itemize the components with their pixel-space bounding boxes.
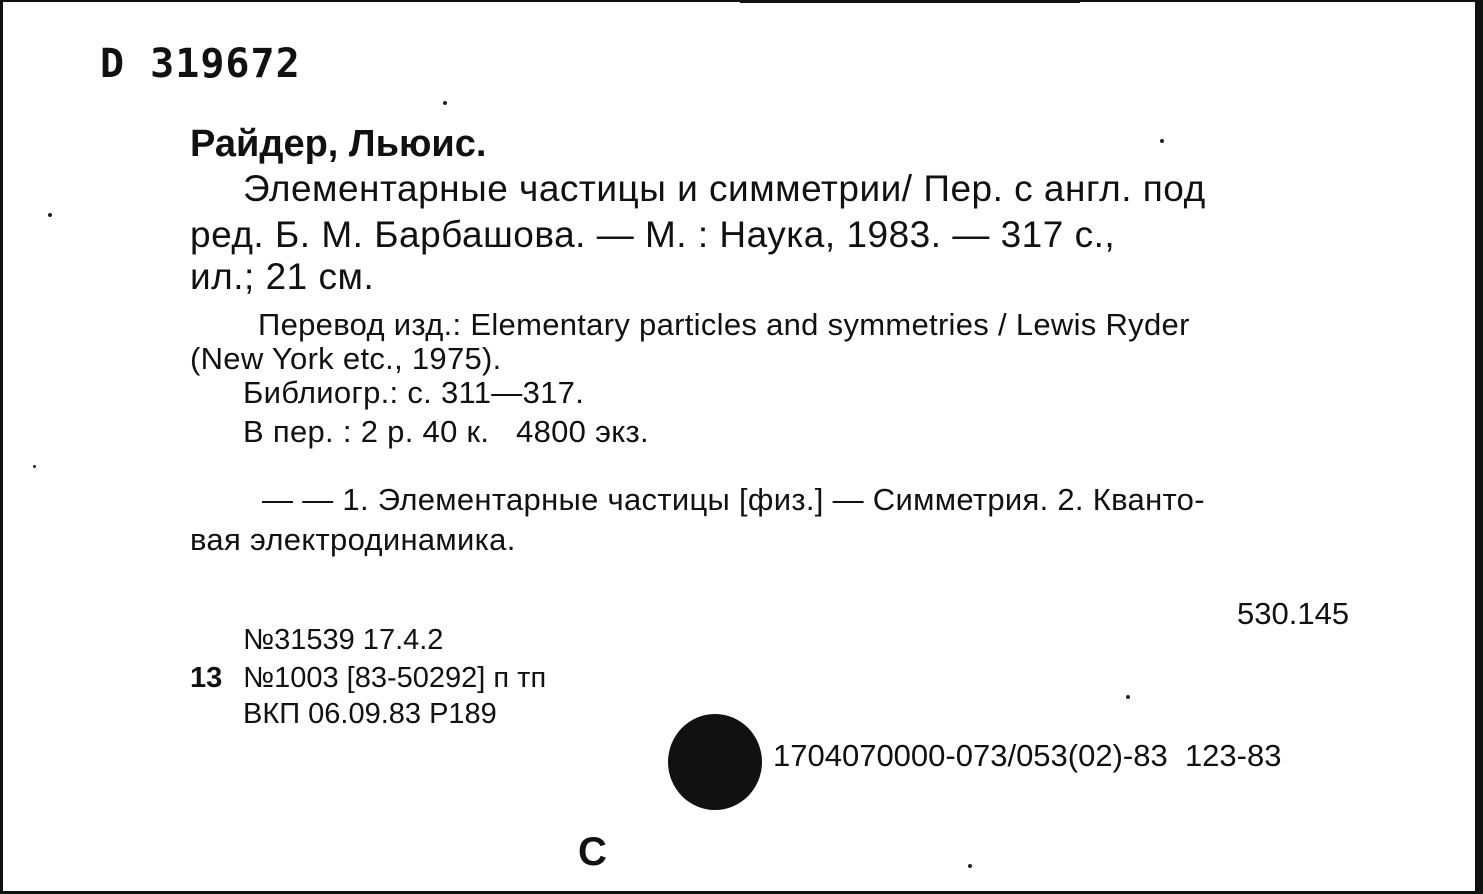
title-line-1: Элементарные частицы и симметрии/ Пер. с англ. под bbox=[243, 168, 1206, 209]
subject-line-1: — — 1. Элементарные частицы [физ.] — Симметрия. 2. Кванто- bbox=[262, 482, 1205, 517]
meta-line-2: №1003 [83-50292] п тп bbox=[243, 662, 547, 694]
title-line-3: ил.; 21 см. bbox=[190, 256, 375, 297]
speck bbox=[968, 864, 972, 868]
author-heading: Райдер, Льюис. bbox=[190, 123, 487, 165]
meta-line-1: №31539 17.4.2 bbox=[243, 624, 444, 656]
meta-line-2-number: 13 bbox=[190, 662, 223, 694]
isbn-line: 1704070000-073/053(02)-83 123-83 bbox=[773, 738, 1282, 773]
scan-edge-mark bbox=[740, 0, 1080, 3]
bottom-letter: С bbox=[578, 830, 607, 874]
call-number: D 319672 bbox=[100, 41, 301, 87]
speck bbox=[1126, 695, 1130, 699]
speck bbox=[33, 465, 36, 468]
speck bbox=[1160, 139, 1164, 143]
note-line-4: В пер. : 2 р. 40 к. 4800 экз. bbox=[243, 414, 649, 449]
subject-line-2: вая электродинамика. bbox=[190, 522, 516, 557]
punch-hole bbox=[668, 714, 762, 810]
speck bbox=[48, 213, 52, 217]
speck bbox=[443, 101, 447, 105]
meta-line-3: ВКП 06.09.83 Р189 bbox=[243, 698, 497, 730]
note-line-2: (New York etc., 1975). bbox=[190, 341, 502, 376]
note-line-3: Библиогр.: с. 311—317. bbox=[243, 375, 585, 410]
udc-code: 530.145 bbox=[1237, 596, 1350, 631]
title-line-2: ред. Б. М. Барбашова. — М. : Наука, 1983. — 317 с., bbox=[190, 214, 1116, 255]
note-line-1: Перевод изд.: Elementary particles and symmetries / Lewis Ryder bbox=[258, 307, 1190, 342]
